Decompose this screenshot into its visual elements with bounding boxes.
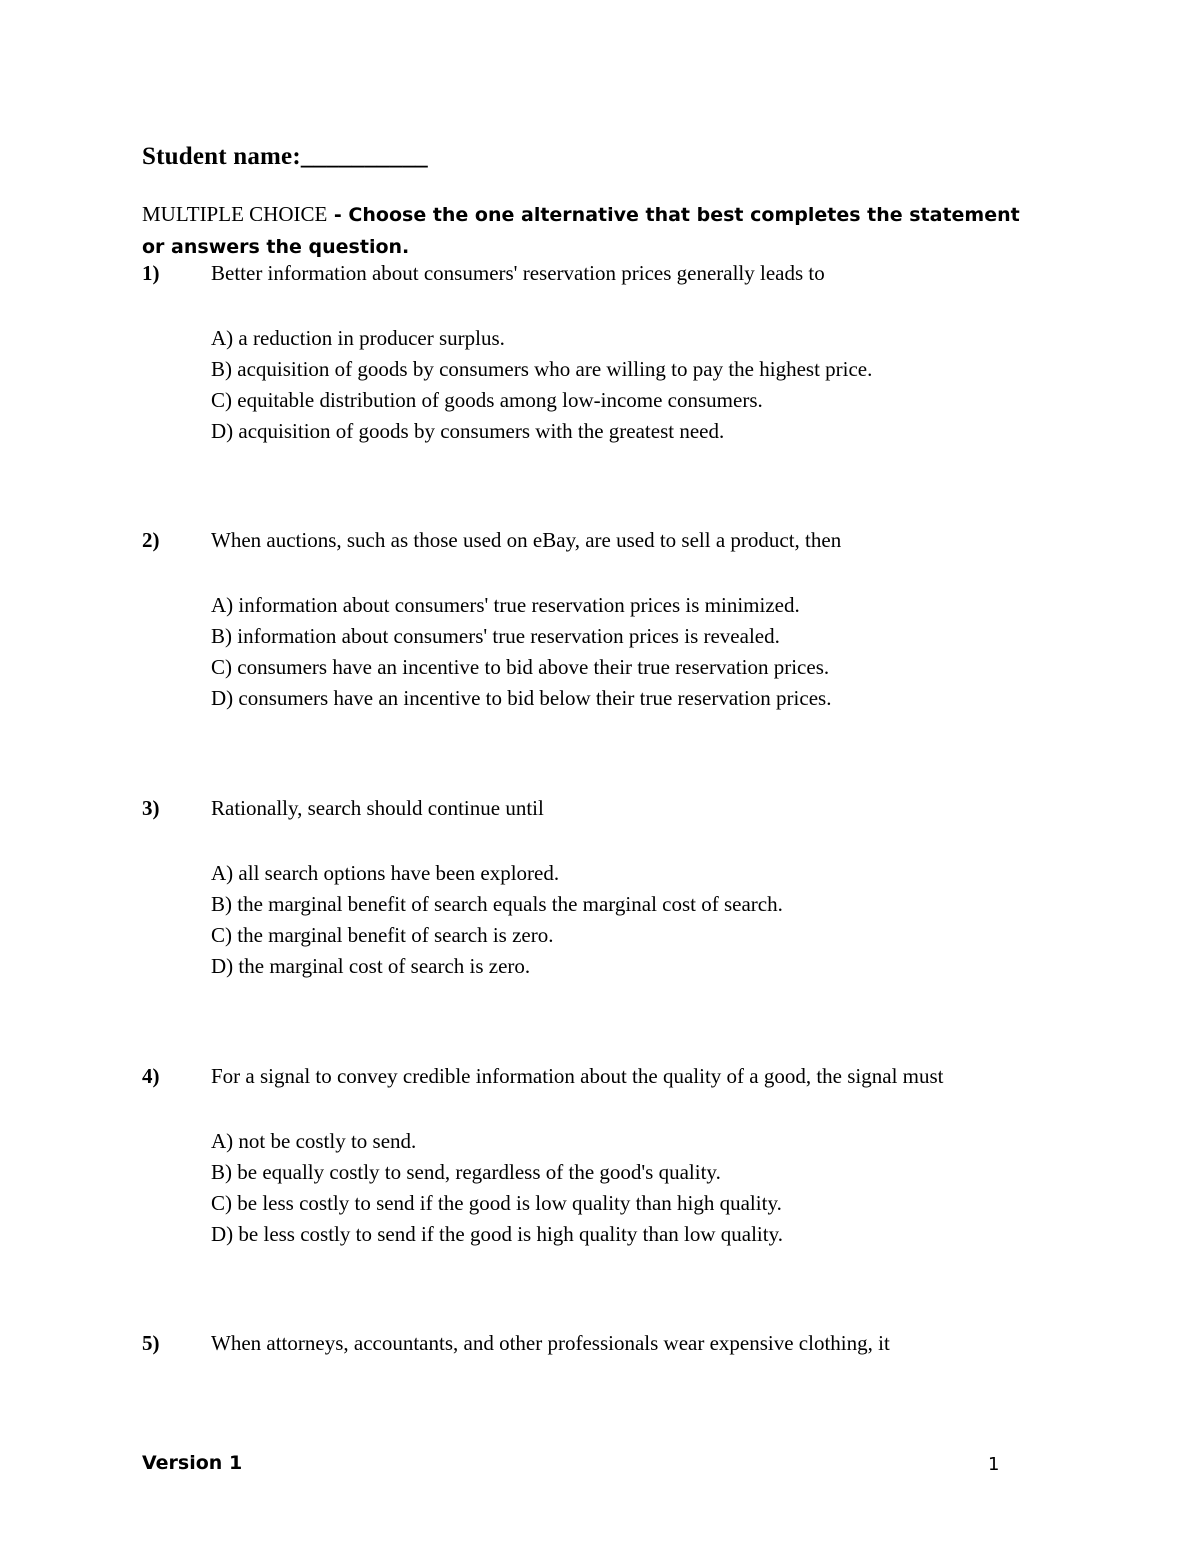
question-number: 1) bbox=[142, 261, 160, 285]
instructions-text: - Choose the one alternative that best completes the statement or answers the question. bbox=[142, 204, 1020, 258]
choice-c: C) be less costly to send if the good is low quality than high quality. bbox=[211, 1191, 782, 1215]
choice-b: B) be equally costly to send, regardless of the good's quality. bbox=[211, 1160, 721, 1184]
choice-a: A) not be costly to send. bbox=[211, 1129, 417, 1153]
choice-b: B) the marginal benefit of search equals the marginal cost of search. bbox=[211, 892, 783, 916]
question-text: Rationally, search should continue until bbox=[211, 796, 544, 820]
question-number: 2) bbox=[142, 528, 160, 552]
footer-version: Version 1 bbox=[142, 1452, 243, 1474]
instructions bbox=[142, 199, 1042, 263]
question-number: 5) bbox=[142, 1331, 160, 1355]
choice-d: D) consumers have an incentive to bid below their true reservation prices. bbox=[211, 686, 832, 710]
choice-list bbox=[211, 1126, 783, 1250]
student-name-field: Student name:__________ bbox=[142, 143, 428, 170]
choice-list bbox=[211, 590, 831, 714]
choice-d: D) be less costly to send if the good is high quality than low quality. bbox=[211, 1222, 783, 1246]
choice-d: D) the marginal cost of search is zero. bbox=[211, 954, 531, 978]
question-text: Better information about consumers' reservation prices generally leads to bbox=[211, 261, 825, 285]
choice-a: A) a reduction in producer surplus. bbox=[211, 326, 505, 350]
page-number: 1 bbox=[988, 1454, 1000, 1475]
choice-b: B) acquisition of goods by consumers who are willing to pay the highest price. bbox=[211, 357, 873, 381]
question-text: When attorneys, accountants, and other professionals wear expensive clothing, it bbox=[211, 1331, 890, 1355]
question-number: 4) bbox=[142, 1064, 160, 1088]
choice-c: C) equitable distribution of goods among low-income consumers. bbox=[211, 388, 763, 412]
choice-a: A) all search options have been explored. bbox=[211, 861, 560, 885]
question-text: When auctions, such as those used on eBay, are used to sell a product, then bbox=[211, 528, 842, 552]
choice-c: C) the marginal benefit of search is zero. bbox=[211, 923, 554, 947]
question-text: For a signal to convey credible information about the quality of a good, the signal must bbox=[211, 1064, 944, 1088]
choice-b: B) information about consumers' true reservation prices is revealed. bbox=[211, 624, 780, 648]
section-label: MULTIPLE CHOICE bbox=[142, 202, 328, 226]
question-number: 3) bbox=[142, 796, 160, 820]
choice-d: D) acquisition of goods by consumers with the greatest need. bbox=[211, 419, 725, 443]
choice-c: C) consumers have an incentive to bid above their true reservation prices. bbox=[211, 655, 830, 679]
choice-a: A) information about consumers' true reservation prices is minimized. bbox=[211, 593, 800, 617]
choice-list bbox=[211, 858, 783, 982]
choice-list bbox=[211, 323, 872, 447]
